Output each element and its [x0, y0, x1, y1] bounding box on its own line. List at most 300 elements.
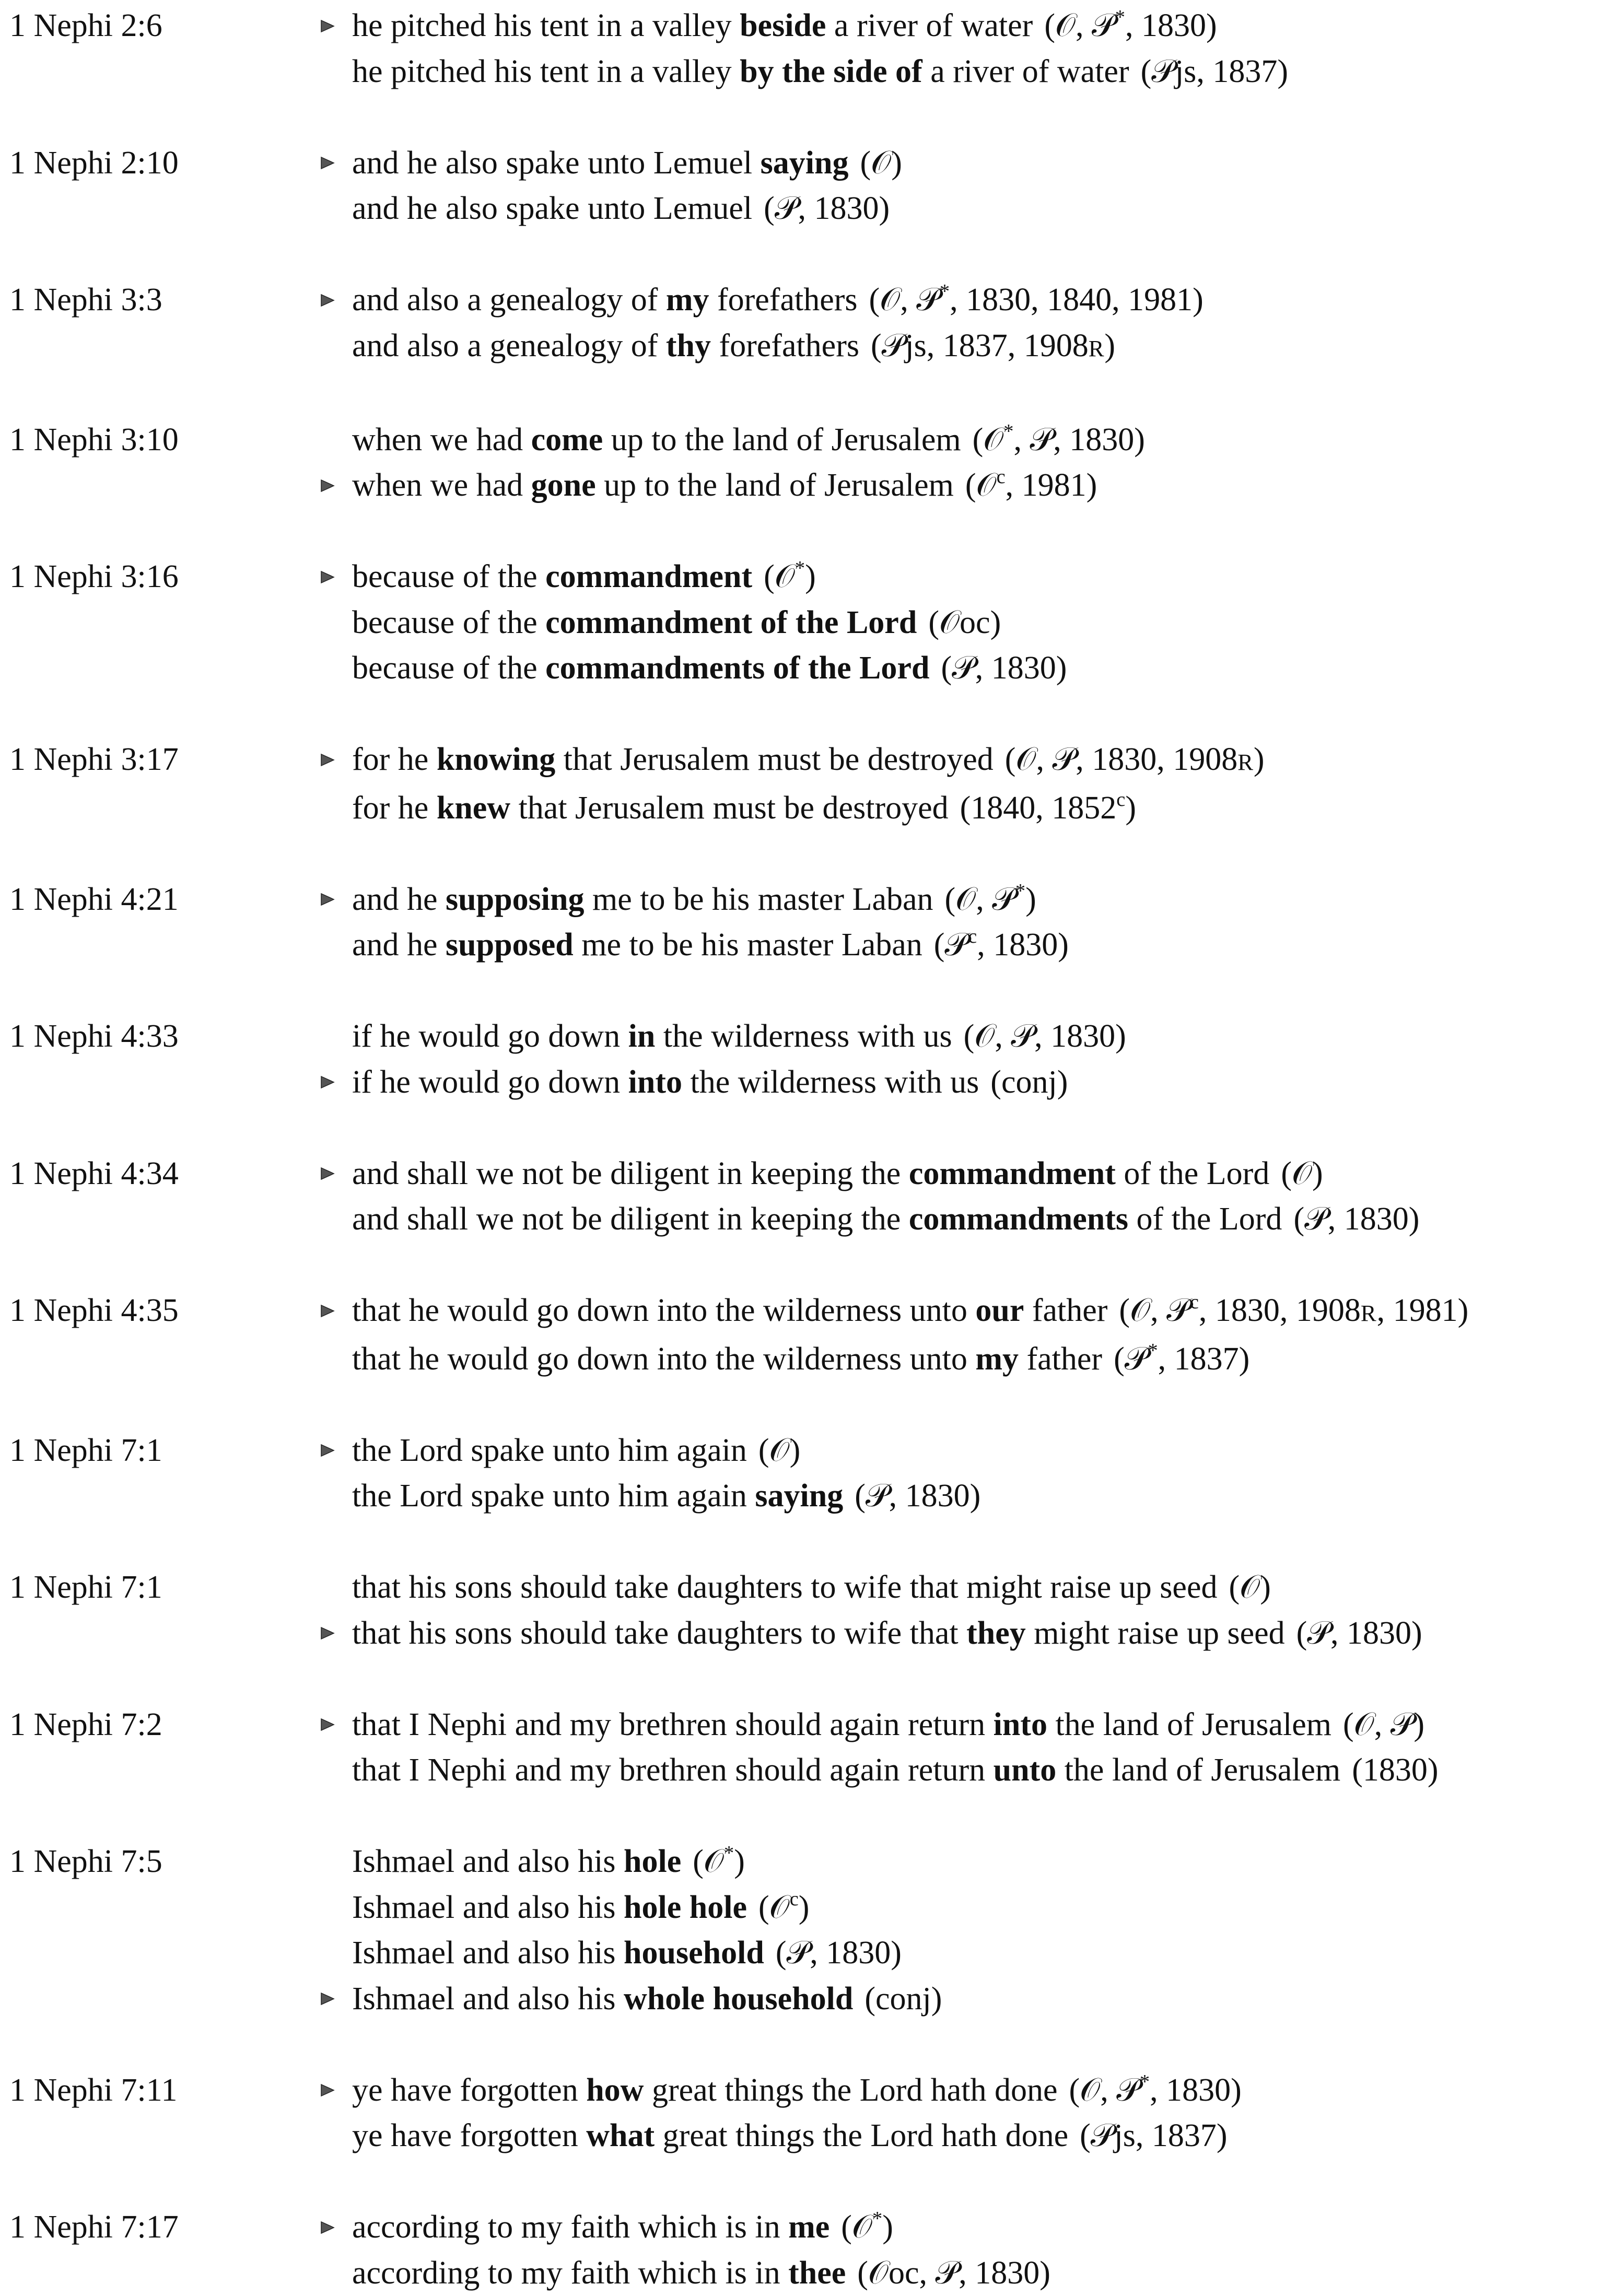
readings-group: [320, 554, 1624, 692]
source-label: 1830: [1347, 1615, 1411, 1651]
source-citation: (𝒪*): [693, 1844, 745, 1879]
source-label: js: [1175, 54, 1196, 89]
variant-text-highlight: knowing: [437, 742, 555, 777]
readings-group: [320, 1702, 1624, 1794]
source-citation: (𝒪, 𝒫*, 1830): [1069, 2072, 1241, 2108]
printers-manuscript-symbol: 𝒫: [1125, 1341, 1148, 1377]
reading-text: me to be his master Laban: [584, 882, 933, 917]
readings-group: [320, 1839, 1624, 2022]
source-label: 1830: [1092, 742, 1156, 777]
variant-entry: [0, 140, 1624, 232]
preferred-reading: [320, 1611, 1624, 1657]
variant-reading: [320, 1839, 1624, 1885]
preferred-arrow-icon: [320, 140, 341, 186]
verse-reference: 1 Nephi 4:35: [0, 1288, 320, 1334]
source-label: oc: [960, 605, 990, 640]
preferred-reading: [320, 277, 1624, 323]
verse-reference: 1 Nephi 3:17: [0, 737, 320, 783]
variant-text-highlight: my: [975, 1341, 1019, 1377]
printers-manuscript-symbol: 𝒫: [1116, 2072, 1140, 2108]
original-manuscript-symbol: 𝒪: [983, 422, 1003, 458]
printers-manuscript-symbol: 𝒫: [775, 191, 798, 226]
variant-text-highlight: what: [586, 2118, 655, 2153]
verse-reference: 1 Nephi 7:1: [0, 1565, 320, 1611]
reading-text: and also a genealogy of: [352, 282, 666, 318]
original-manuscript-symbol: 𝒪: [1354, 1707, 1374, 1742]
source-citation: (𝒪*): [764, 559, 816, 594]
source-superscript: c: [997, 466, 1006, 488]
variant-text-highlight: household: [624, 1935, 764, 1971]
readings-group: [320, 737, 1624, 831]
reading-text: great things the Lord hath done: [655, 2118, 1068, 2153]
reading-text: forefathers: [711, 328, 859, 364]
printers-manuscript-symbol: 𝒫: [952, 650, 975, 686]
original-manuscript-symbol: 𝒪: [775, 559, 795, 594]
reading-text: a river of water: [826, 8, 1033, 43]
variant-entry: [0, 277, 1624, 371]
original-manuscript-symbol: 𝒪: [955, 882, 976, 917]
source-label: 1852: [1051, 790, 1116, 826]
source-superscript: *: [1115, 6, 1125, 28]
source-label: 1840: [971, 790, 1035, 826]
variant-text-highlight: whole household: [624, 1981, 853, 2017]
source-label: 1837: [1174, 1341, 1239, 1377]
verse-reference: 1 Nephi 3:3: [0, 277, 320, 323]
variant-entry: [0, 3, 1624, 95]
source-citation: (𝒫, 1830): [855, 1478, 980, 1514]
original-manuscript-symbol: 𝒪: [769, 1433, 790, 1468]
variant-text-highlight: me: [788, 2209, 829, 2245]
reading-text: because of the: [352, 559, 545, 594]
source-small-caps: R: [1237, 749, 1254, 775]
source-label: 1830: [975, 2255, 1039, 2291]
preferred-reading: [320, 1060, 1624, 1106]
reading-text: because of the: [352, 650, 545, 686]
source-label: 1830: [1069, 422, 1134, 458]
reading-text: for he: [352, 742, 437, 777]
preferred-reading: [320, 877, 1624, 923]
source-superscript: c: [1190, 1291, 1199, 1313]
source-citation: (𝒪, 𝒫$^c$, 1830, 1908R, 1981): [1119, 1293, 1468, 1328]
variant-text-highlight: into: [994, 1707, 1047, 1742]
variant-entry: [0, 1288, 1624, 1382]
printers-manuscript-symbol: 𝒫: [1391, 1707, 1414, 1742]
source-citation: (𝒪): [860, 145, 902, 181]
reading-text: me to be his master Laban: [574, 927, 922, 963]
printers-manuscript-symbol: 𝒫: [1166, 1293, 1190, 1328]
variant-reading: [320, 1930, 1624, 1976]
source-citation: (𝒪, 𝒫, 1830): [964, 1018, 1126, 1054]
preferred-arrow-icon: [320, 463, 341, 509]
source-citation: (𝒪oc): [928, 605, 1001, 640]
reading-text: that he would go down into the wilderness unto: [352, 1341, 975, 1377]
preferred-reading: [320, 1288, 1624, 1337]
source-label: 1830: [993, 927, 1058, 963]
source-citation: (𝒪$^c$): [758, 1890, 809, 1925]
readings-group: [320, 1428, 1624, 1519]
printers-manuscript-symbol: 𝒫: [1091, 2118, 1114, 2153]
reading-text: that I Nephi and my brethren should again return: [352, 1707, 994, 1742]
preferred-reading: [320, 554, 1624, 600]
reading-text: and he: [352, 882, 446, 917]
variant-reading: [320, 2113, 1624, 2159]
original-manuscript-symbol: 𝒪: [1240, 1569, 1260, 1605]
variant-entry: [0, 2205, 1624, 2296]
source-superscript: c: [1116, 789, 1125, 811]
source-citation: (𝒪): [1229, 1569, 1270, 1605]
variant-entry: [0, 554, 1624, 692]
verse-reference: 1 Nephi 7:1: [0, 1428, 320, 1474]
reading-text: Ishmael and also his: [352, 1844, 624, 1879]
source-citation: (𝒫, 1830): [764, 191, 890, 226]
source-label: js: [905, 328, 926, 364]
reading-text: ye have forgotten: [352, 2072, 586, 2108]
variant-reading: [320, 1565, 1624, 1611]
source-label: 1908: [1173, 742, 1237, 777]
reading-text: that his sons should take daughters to wife that might raise up seed: [352, 1569, 1217, 1605]
printers-manuscript-symbol: 𝒫: [944, 927, 968, 963]
verse-reference: 1 Nephi 7:11: [0, 2068, 320, 2114]
source-citation: (𝒫, 1830): [1296, 1615, 1422, 1651]
preferred-reading: [320, 737, 1624, 786]
original-manuscript-symbol: 𝒪: [974, 1018, 995, 1054]
printers-manuscript-symbol: 𝒫: [1151, 54, 1175, 89]
reading-text: up to the land of Jerusalem: [596, 467, 954, 503]
source-small-caps: R: [1361, 1300, 1377, 1326]
reading-text: that Jerusalem must be destroyed: [555, 742, 994, 777]
reading-text: the wilderness with us: [655, 1018, 952, 1054]
reading-text: and he also spake unto Lemuel: [352, 191, 752, 226]
preferred-arrow-icon: [320, 2205, 341, 2251]
source-citation: (1830): [1352, 1752, 1438, 1788]
readings-group: [320, 2205, 1624, 2296]
original-manuscript-symbol: 𝒪: [871, 145, 891, 181]
reading-text: when we had: [352, 422, 531, 458]
printers-manuscript-symbol: 𝒫: [1053, 742, 1076, 777]
source-label: 1837: [1152, 2118, 1217, 2153]
source-label: 1830: [1344, 1201, 1409, 1237]
source-label: 1830: [1215, 1293, 1280, 1328]
reading-text: forefathers: [709, 282, 858, 318]
variant-text-highlight: come: [531, 422, 603, 458]
source-citation: (𝒪, 𝒫): [1343, 1707, 1424, 1742]
variant-text-highlight: beside: [740, 8, 826, 43]
source-label: 1830: [966, 282, 1031, 318]
source-superscript: *: [724, 1842, 734, 1864]
reading-text: the Lord spake unto him again: [352, 1478, 755, 1514]
printers-manuscript-symbol: 𝒫: [1092, 8, 1115, 43]
original-manuscript-symbol: 𝒪: [1080, 2072, 1100, 2108]
reading-text: the Lord spake unto him again: [352, 1433, 747, 1468]
original-manuscript-symbol: 𝒪: [939, 605, 960, 640]
variant-text-highlight: thy: [666, 328, 711, 364]
variant-text-highlight: supposed: [446, 927, 574, 963]
reading-text: the land of Jerusalem: [1056, 1752, 1340, 1788]
preferred-arrow-icon: [320, 1428, 341, 1474]
source-label: 1840: [1047, 282, 1112, 318]
source-citation: (𝒪, 𝒫*): [944, 882, 1036, 917]
preferred-arrow-icon: [320, 1702, 341, 1748]
variant-reading: [320, 1337, 1624, 1383]
source-superscript: *: [1003, 420, 1013, 442]
source-citation: (𝒪$^c$, 1981): [965, 467, 1097, 503]
verse-reference: 1 Nephi 4:33: [0, 1014, 320, 1060]
variant-entry: [0, 737, 1624, 831]
source-citation: (𝒫*, 1837): [1114, 1341, 1249, 1377]
source-label: 1830: [1166, 2072, 1231, 2108]
readings-group: [320, 1014, 1624, 1105]
verse-reference: 1 Nephi 7:5: [0, 1839, 320, 1885]
reading-text: if he would go down: [352, 1018, 628, 1054]
variant-text-highlight: supposing: [446, 882, 584, 917]
verse-reference: 1 Nephi 4:21: [0, 877, 320, 923]
reading-text: and he: [352, 927, 446, 963]
printers-manuscript-symbol: 𝒫: [866, 1478, 889, 1514]
reading-text: that Jerusalem must be destroyed: [510, 790, 949, 826]
printers-manuscript-symbol: 𝒫: [936, 2255, 959, 2291]
reading-text: if he would go down: [352, 1064, 628, 1100]
variant-entry: [0, 1428, 1624, 1519]
readings-group: [320, 277, 1624, 371]
printers-manuscript-symbol: 𝒫: [992, 882, 1015, 917]
variant-text-highlight: commandments: [909, 1201, 1128, 1237]
preferred-reading: [320, 1702, 1624, 1748]
source-label: 1981: [1393, 1293, 1458, 1328]
source-label: 1830: [1141, 8, 1206, 43]
source-superscript: *: [872, 2208, 882, 2230]
source-citation: (𝒪, 𝒫*, 1830): [1044, 8, 1217, 43]
source-superscript: *: [1140, 2071, 1150, 2093]
variant-text-highlight: commandment: [909, 1156, 1116, 1191]
variant-text-highlight: unto: [994, 1752, 1057, 1788]
variant-text-highlight: thee: [788, 2255, 846, 2291]
source-citation: (𝒪oc, 𝒫, 1830): [857, 2255, 1050, 2291]
variant-text-highlight: in: [628, 1018, 656, 1054]
variant-reading: [320, 1885, 1624, 1931]
source-label: 1908: [1024, 328, 1089, 364]
source-label: 1830: [991, 650, 1056, 686]
readings-group: [320, 1151, 1624, 1243]
preferred-reading: [320, 1428, 1624, 1474]
variant-reading: [320, 600, 1624, 646]
source-superscript: c: [968, 926, 977, 947]
readings-group: [320, 3, 1624, 95]
variant-text-highlight: commandment of the Lord: [545, 605, 917, 640]
source-label: oc: [889, 2255, 919, 2291]
variant-reading: [320, 922, 1624, 968]
verse-reference: 1 Nephi 4:34: [0, 1151, 320, 1197]
variant-text-highlight: into: [628, 1064, 682, 1100]
source-label: 1837: [1212, 54, 1277, 89]
preferred-arrow-icon: [320, 1288, 341, 1334]
source-citation: (𝒪*): [841, 2209, 893, 2245]
variant-entry: [0, 417, 1624, 509]
source-citation: (𝒪): [1281, 1156, 1323, 1191]
variant-text-highlight: my: [666, 282, 709, 318]
reading-text: when we had: [352, 467, 531, 503]
variant-reading: [320, 323, 1624, 372]
source-small-caps: R: [1089, 335, 1105, 361]
printers-manuscript-symbol: 𝒫: [916, 282, 940, 318]
variant-text-highlight: by the side of: [740, 54, 922, 89]
preferred-reading: [320, 2205, 1624, 2251]
variant-reading: [320, 1473, 1624, 1519]
variant-text-highlight: knew: [437, 790, 510, 826]
source-citation: (𝒫js, 1837): [1080, 2118, 1227, 2153]
original-manuscript-symbol: 𝒪: [880, 282, 900, 318]
variant-entry: [0, 1014, 1624, 1105]
reading-text: and he also spake unto Lemuel: [352, 145, 761, 181]
source-citation: (𝒪, 𝒫*, 1830, 1840, 1981): [869, 282, 1204, 318]
source-label: 1981: [1128, 282, 1193, 318]
variant-text-highlight: hole: [624, 1844, 681, 1879]
verse-reference: 1 Nephi 3:10: [0, 417, 320, 463]
source-label: conj: [1001, 1064, 1057, 1100]
variant-reading: [320, 646, 1624, 692]
verse-reference: 1 Nephi 7:2: [0, 1702, 320, 1748]
preferred-reading: [320, 2068, 1624, 2114]
readings-group: [320, 2068, 1624, 2159]
variant-entry: [0, 1151, 1624, 1243]
reading-text: because of the: [352, 605, 545, 640]
original-manuscript-symbol: 𝒪: [976, 467, 997, 503]
source-label: 1830: [1363, 1752, 1428, 1788]
printers-manuscript-symbol: 𝒫: [1030, 422, 1054, 458]
variant-entry: [0, 2068, 1624, 2159]
reading-text: Ishmael and also his: [352, 1981, 624, 2017]
source-label: 1837: [943, 328, 1008, 364]
preferred-arrow-icon: [320, 2068, 341, 2114]
preferred-arrow-icon: [320, 277, 341, 323]
preferred-reading: [320, 3, 1624, 49]
preferred-reading: [320, 1976, 1624, 2022]
verse-reference: 1 Nephi 2:10: [0, 140, 320, 186]
source-superscript: *: [1148, 1340, 1158, 1362]
variant-text-highlight: saying: [761, 145, 849, 181]
source-citation: (𝒫, 1830): [941, 650, 1067, 686]
variant-text-highlight: commandments of the Lord: [545, 650, 929, 686]
preferred-arrow-icon: [320, 3, 341, 49]
reading-text: father: [1024, 1293, 1107, 1328]
readings-group: [320, 140, 1624, 232]
source-citation: (𝒫, 1830): [776, 1935, 902, 1971]
printers-manuscript-symbol: 𝒫: [1011, 1018, 1034, 1054]
readings-group: [320, 417, 1624, 509]
reading-text: that he would go down into the wilderness unto: [352, 1293, 975, 1328]
source-citation: (𝒪, 𝒫, 1830, 1908R): [1005, 742, 1265, 777]
reading-text: that I Nephi and my brethren should again return: [352, 1752, 994, 1788]
preferred-arrow-icon: [320, 1611, 341, 1657]
original-manuscript-symbol: 𝒪: [1130, 1293, 1150, 1328]
variant-reading: [320, 1748, 1624, 1794]
source-label: 1830: [905, 1478, 970, 1514]
source-citation: (𝒫$^c$, 1830): [934, 927, 1069, 963]
variant-reading: [320, 1197, 1624, 1243]
variant-text-highlight: our: [975, 1293, 1024, 1328]
verse-reference: 1 Nephi 2:6: [0, 3, 320, 49]
verse-reference: 1 Nephi 7:17: [0, 2205, 320, 2251]
preferred-arrow-icon: [320, 1060, 341, 1106]
preferred-reading: [320, 463, 1624, 509]
reading-text: according to my faith which is in: [352, 2209, 788, 2245]
original-manuscript-symbol: 𝒪: [868, 2255, 889, 2291]
reading-text: might raise up seed: [1026, 1615, 1285, 1651]
variant-entry: [0, 1565, 1624, 1656]
printers-manuscript-symbol: 𝒫: [1307, 1615, 1330, 1651]
source-label: 1981: [1022, 467, 1086, 503]
readings-group: [320, 1565, 1624, 1656]
source-label: 1830: [826, 1935, 891, 1971]
readings-group: [320, 1288, 1624, 1382]
reading-text: of the Lord: [1116, 1156, 1269, 1191]
source-superscript: *: [795, 557, 805, 579]
original-manuscript-symbol: 𝒪: [704, 1844, 724, 1879]
reading-text: up to the land of Jerusalem: [603, 422, 961, 458]
variant-reading: [320, 49, 1624, 95]
preferred-arrow-icon: [320, 554, 341, 600]
variant-text-highlight: saying: [755, 1478, 843, 1514]
variant-entry: [0, 1702, 1624, 1794]
source-citation: (𝒫, 1830): [1293, 1201, 1419, 1237]
source-label: js: [1114, 2118, 1135, 2153]
source-citation: (𝒫js, 1837): [1141, 54, 1288, 89]
reading-text: father: [1019, 1341, 1102, 1377]
source-superscript: *: [940, 280, 950, 302]
reading-text: great things the Lord hath done: [644, 2072, 1057, 2108]
preferred-reading: [320, 140, 1624, 186]
variant-reading: [320, 2251, 1624, 2296]
variant-reading: [320, 417, 1624, 463]
reading-text: according to my faith which is in: [352, 2255, 788, 2291]
printers-manuscript-symbol: 𝒫: [786, 1935, 810, 1971]
reading-text: and shall we not be diligent in keeping the: [352, 1201, 909, 1237]
original-manuscript-symbol: 𝒪: [1292, 1156, 1312, 1191]
variant-entry: [0, 877, 1624, 968]
source-label: 1830: [814, 191, 879, 226]
reading-text: that his sons should take daughters to wife that: [352, 1615, 966, 1651]
printers-manuscript-symbol: 𝒫: [882, 328, 905, 364]
preferred-arrow-icon: [320, 1151, 341, 1197]
variant-reading: [320, 186, 1624, 232]
variant-text-highlight: they: [966, 1615, 1026, 1651]
variant-text-highlight: gone: [531, 467, 596, 503]
reading-text: he pitched his tent in a valley: [352, 54, 740, 89]
original-manuscript-symbol: 𝒪: [1015, 742, 1036, 777]
reading-text: he pitched his tent in a valley: [352, 8, 740, 43]
source-citation: (conj): [864, 1981, 942, 2017]
reading-text: the wilderness with us: [682, 1064, 979, 1100]
preferred-arrow-icon: [320, 877, 341, 923]
source-citation: (1840, 1852$^c$): [960, 790, 1136, 826]
reading-text: Ishmael and also his: [352, 1935, 624, 1971]
verse-reference: 1 Nephi 3:16: [0, 554, 320, 600]
preferred-arrow-icon: [320, 737, 341, 783]
reading-text: ye have forgotten: [352, 2118, 586, 2153]
source-citation: (𝒫js, 1837, 1908R): [871, 328, 1115, 364]
source-citation: (𝒪*, 𝒫, 1830): [973, 422, 1145, 458]
variant-text-highlight: how: [586, 2072, 644, 2108]
variant-reading: [320, 786, 1624, 831]
source-label: 1908: [1296, 1293, 1361, 1328]
variant-text-highlight: hole hole: [624, 1890, 747, 1925]
source-label: conj: [875, 1981, 931, 2017]
variant-reading: [320, 1014, 1624, 1060]
preferred-arrow-icon: [320, 1976, 341, 2022]
reading-text: and shall we not be diligent in keeping the: [352, 1156, 909, 1191]
preferred-reading: [320, 1151, 1624, 1197]
reading-text: a river of water: [922, 54, 1129, 89]
reading-text: and also a genealogy of: [352, 328, 666, 364]
